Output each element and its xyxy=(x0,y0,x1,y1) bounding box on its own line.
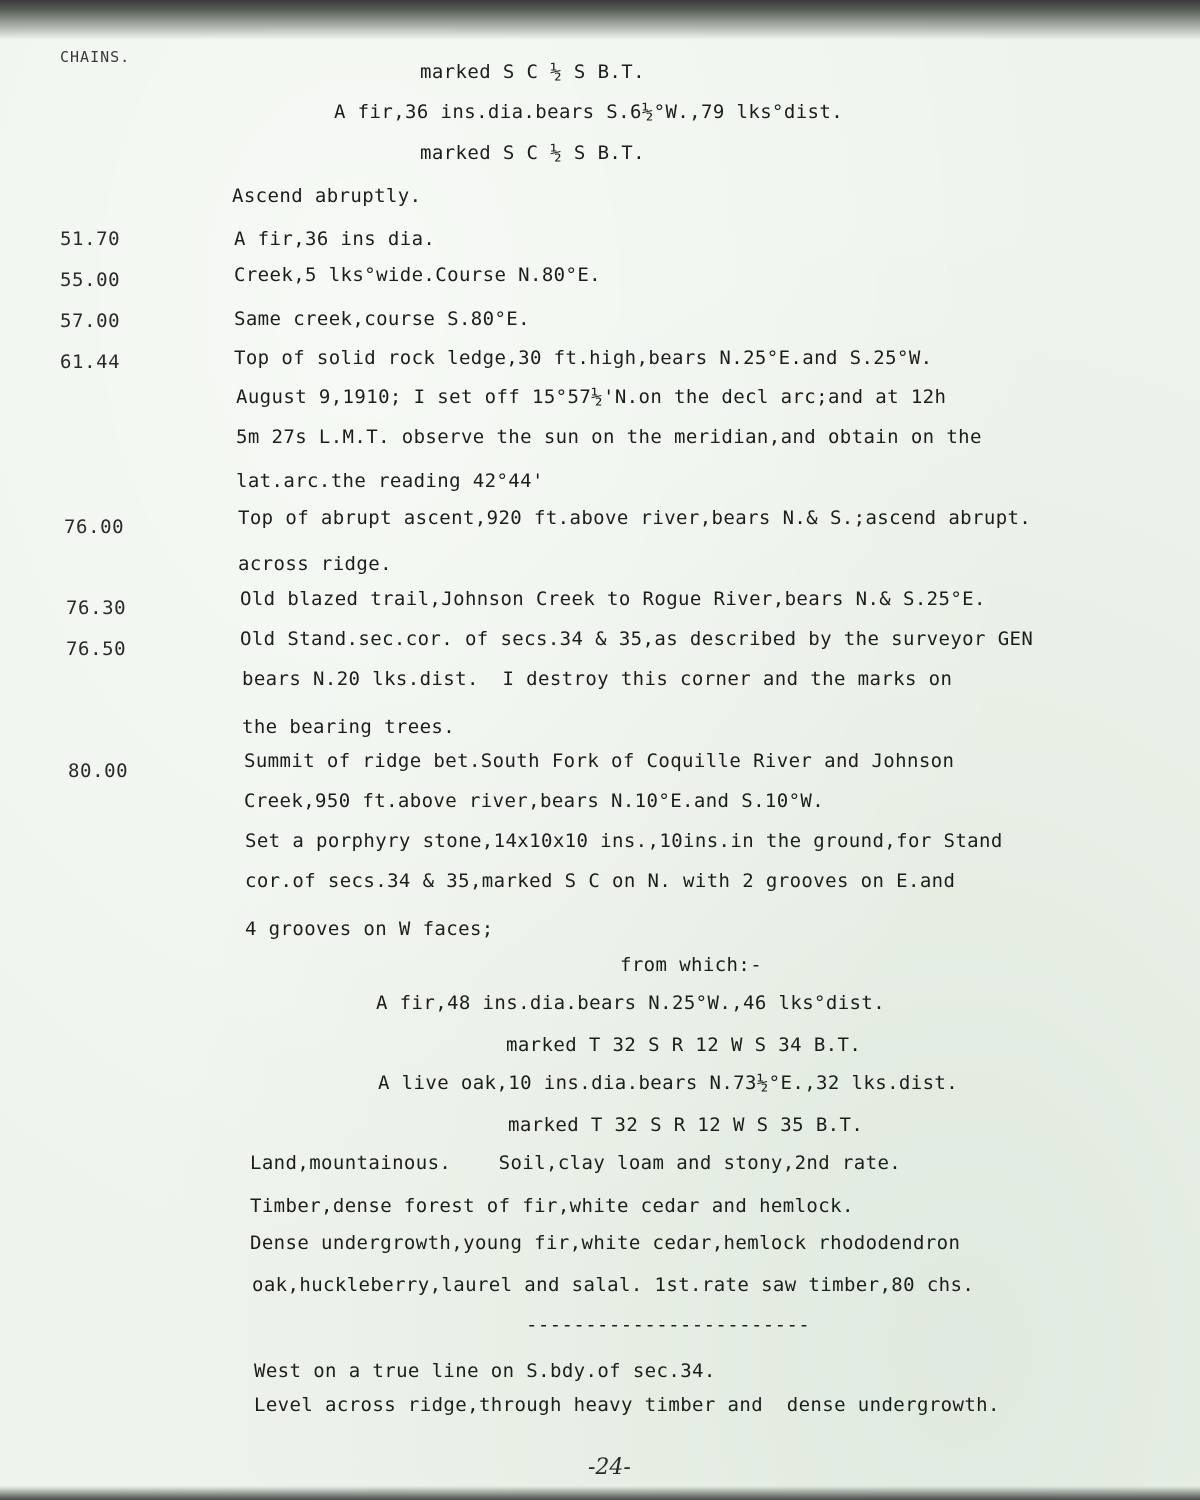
text-line: oak,huckleberry,laurel and salal. 1st.rate saw timber,80 chs. xyxy=(252,1274,975,1296)
text-line: A live oak,10 ins.dia.bears N.73½°E.,32 lks.dist. xyxy=(378,1072,959,1094)
text-line: the bearing trees. xyxy=(242,716,456,738)
divider-line: ------------------------ xyxy=(526,1314,811,1336)
text-line: Dense undergrowth,young fir,white cedar,hemlock rhododendron xyxy=(250,1232,961,1254)
text-line: marked T 32 S R 12 W S 35 B.T. xyxy=(508,1114,864,1136)
text-line: Ascend abruptly. xyxy=(232,185,422,207)
page-number: -24- xyxy=(588,1455,631,1480)
text-line: A fir,48 ins.dia.bears N.25°W.,46 lks°dist. xyxy=(376,992,886,1014)
text-line: 4 grooves on W faces; xyxy=(245,918,494,940)
chain-value: 76.30 xyxy=(66,597,127,619)
text-line: August 9,1910; I set off 15°57½'N.on the decl arc;and at 12h xyxy=(236,386,947,408)
chain-value: 80.00 xyxy=(68,760,129,782)
text-line: Old Stand.sec.cor. of secs.34 & 35,as described by the surveyor GEN xyxy=(240,628,1034,650)
chain-value: 76.50 xyxy=(66,638,127,660)
text-line: Land,mountainous. Soil,clay loam and stony,2nd rate. xyxy=(250,1152,902,1174)
text-line: bears N.20 lks.dist. I destroy this corner and the marks on xyxy=(242,668,953,690)
chain-value: 61.44 xyxy=(60,351,121,373)
text-line: Level across ridge,through heavy timber and dense undergrowth. xyxy=(254,1394,1000,1416)
text-line: Same creek,course S.80°E. xyxy=(234,308,530,330)
chain-value: 76.00 xyxy=(64,516,125,538)
text-line: lat.arc.the reading 42°44' xyxy=(236,470,544,492)
binding-shadow xyxy=(0,0,1200,40)
text-line: from which:- xyxy=(620,954,763,976)
chains-header: CHAINS. xyxy=(60,48,131,66)
text-line: Set a porphyry stone,14x10x10 ins.,10ins.in the ground,for Stand xyxy=(245,830,1003,852)
text-line: cor.of secs.34 & 35,marked S C on N. with 2 grooves on E.and xyxy=(245,870,956,892)
text-line: Timber,dense forest of fir,white cedar and hemlock. xyxy=(250,1195,854,1217)
text-line: 5m 27s L.M.T. observe the sun on the meridian,and obtain on the xyxy=(236,426,982,448)
text-line: marked S C ½ S B.T. xyxy=(420,61,645,83)
text-line: Creek,950 ft.above river,bears N.10°E.and S.10°W. xyxy=(244,790,825,812)
text-line: Top of abrupt ascent,920 ft.above river,bears N.& S.;ascend abrupt. xyxy=(238,507,1032,529)
text-line: West on a true line on S.bdy.of sec.34. xyxy=(254,1360,716,1382)
text-line: Summit of ridge bet.South Fork of Coquille River and Johnson xyxy=(244,750,955,772)
text-line: marked T 32 S R 12 W S 34 B.T. xyxy=(506,1034,862,1056)
text-line: A fir,36 ins dia. xyxy=(234,228,436,250)
text-line: across ridge. xyxy=(238,553,392,575)
chain-value: 57.00 xyxy=(60,310,121,332)
chain-value: 55.00 xyxy=(60,269,121,291)
bottom-shadow xyxy=(0,1486,1200,1500)
text-line: A fir,36 ins.dia.bears S.6½°W.,79 lks°dist. xyxy=(334,101,844,123)
chain-value: 51.70 xyxy=(60,228,121,250)
text-line: Creek,5 lks°wide.Course N.80°E. xyxy=(234,264,602,286)
text-line: Old blazed trail,Johnson Creek to Rogue River,bears N.& S.25°E. xyxy=(240,588,986,610)
text-line: Top of solid rock ledge,30 ft.high,bears N.25°E.and S.25°W. xyxy=(234,347,933,369)
text-line: marked S C ½ S B.T. xyxy=(420,142,645,164)
